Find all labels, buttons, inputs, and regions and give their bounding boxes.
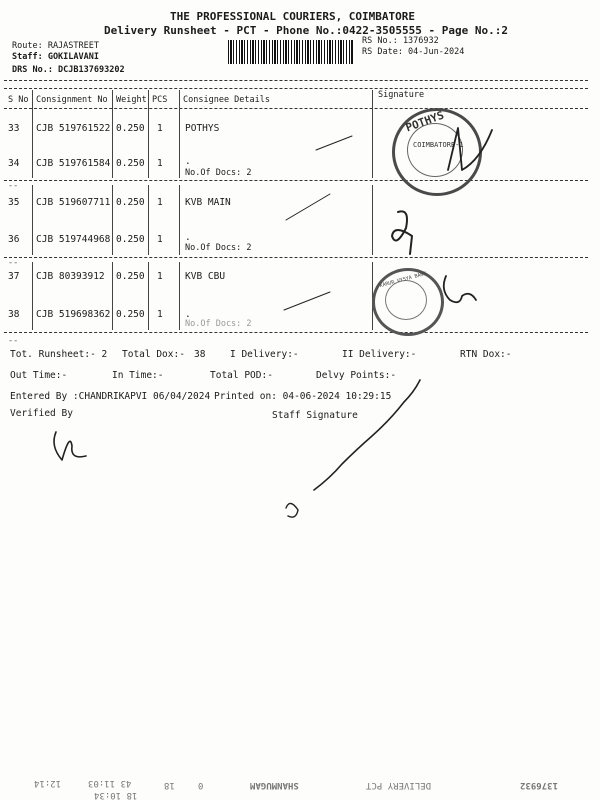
row-sno: 36 (8, 234, 20, 245)
drs-number: DRS No.: DCJB137693202 (12, 65, 125, 75)
row-details: . (185, 156, 191, 167)
row-pcs: 1 (157, 309, 163, 320)
verified-by-label: Verified By (10, 408, 73, 419)
row-weight: 0.250 (116, 158, 145, 169)
col-header-pcs: PCS (152, 95, 168, 105)
row-consignment: CJB 519698362 (36, 309, 111, 320)
verifier-signature (54, 432, 86, 460)
pen-stroke (286, 194, 330, 220)
company-title: THE PROFESSIONAL COURIERS, COIMBATORE (170, 10, 416, 23)
row-sno: 33 (8, 123, 20, 134)
row-details: . (185, 232, 191, 243)
total-pod: Total POD:- (210, 370, 273, 381)
row-marker: -- (8, 181, 19, 191)
stamp-text: KARUR VYSYA BANK (379, 270, 428, 290)
row-consignment: CJB 519761522 (36, 123, 111, 134)
printed-on: Printed on: 04-06-2024 10:29:15 (214, 391, 392, 402)
col-header-consignee: Consignee Details (183, 95, 270, 105)
row-pcs: 1 (157, 123, 163, 134)
row-sno: 38 (8, 309, 20, 320)
staff-signature-label: Staff Signature (272, 410, 358, 421)
row-consignment: CJB 80393912 (36, 271, 105, 282)
row-marker: -- (8, 336, 19, 346)
bleed-text: DELIVERY PCT (366, 780, 432, 790)
row-pcs: 1 (157, 271, 163, 282)
row-consignment: CJB 519744968 (36, 234, 111, 245)
row-weight: 0.250 (116, 123, 145, 134)
rs-date: RS Date: 04-Jun-2024 (362, 47, 465, 57)
row-consignment: CJB 519761584 (36, 158, 111, 169)
in-time: In Time:- (112, 370, 164, 381)
col-header-consignment: Consignment No (36, 95, 108, 105)
i-delivery: I Delivery:- (230, 349, 299, 360)
row-docs: No.Of Docs: 2 (185, 243, 252, 253)
row-details: KVB CBU (185, 271, 226, 282)
bleed-text: 12:14 (34, 778, 62, 788)
row-sno: 35 (8, 197, 20, 208)
signature-row-33 (448, 128, 492, 170)
total-dox-label: Total Dox:- (122, 349, 185, 360)
col-header-sno: S No (8, 95, 29, 105)
row-details: . (185, 309, 191, 320)
runsheet-heading: Delivery Runsheet - PCT - Phone No.:0422-3505555 - Page No.:2 (104, 24, 508, 37)
row-sno: 34 (8, 158, 20, 169)
pen-stroke (316, 136, 352, 150)
row-weight: 0.250 (116, 271, 145, 282)
staff-signature-mark (286, 503, 298, 517)
row-pcs: 1 (157, 197, 163, 208)
entered-by: Entered By :CHANDRIKAPVI 06/04/2024 (10, 391, 211, 402)
stamp-text: POTHYS (403, 108, 446, 135)
rs-number: RS No.: 1376932 (362, 36, 439, 46)
stamp-subtext: COIMBATORE-1 (413, 141, 464, 149)
bleed-text: SHANMUGAM (250, 780, 299, 790)
col-header-signature: Signature (378, 90, 425, 100)
bleed-text: 43 11:03 (88, 778, 132, 788)
out-time: Out Time:- (10, 370, 68, 381)
bleed-text: 1376932 (520, 780, 558, 790)
row-sno: 37 (8, 271, 20, 282)
row-weight: 0.250 (116, 309, 145, 320)
row-weight: 0.250 (116, 197, 145, 208)
signature-row-37 (444, 276, 476, 302)
row-weight: 0.250 (116, 234, 145, 245)
delvy-points: Delvy Points:- (316, 370, 397, 381)
staff-label: Staff: GOKILAVANI (12, 52, 99, 62)
row-marker: -- (8, 258, 19, 268)
tot-runsheet: Tot. Runsheet:- 2 (10, 349, 108, 360)
route-label: Route: RAJASTREET (12, 41, 99, 51)
row-details: KVB MAIN (185, 197, 231, 208)
bleed-text: 0 (198, 780, 204, 790)
row-consignment: CJB 519607711 (36, 197, 111, 208)
bleed-text: 18 (164, 780, 175, 790)
row-pcs: 1 (157, 234, 163, 245)
row-docs: No.Of Docs: 2 (185, 168, 252, 178)
rtn-dox: RTN Dox:- (460, 349, 512, 360)
row-docs: No.Of Docs: 2 (185, 319, 252, 329)
pen-stroke (284, 292, 330, 310)
row-pcs: 1 (157, 158, 163, 169)
bleed-text: 18 10:34 (94, 790, 138, 800)
col-header-weight: Weight (116, 95, 147, 105)
signature-row-36 (392, 211, 412, 254)
total-dox-value: 38 (194, 349, 206, 360)
ii-delivery: II Delivery:- (342, 349, 417, 360)
row-details: POTHYS (185, 123, 220, 134)
